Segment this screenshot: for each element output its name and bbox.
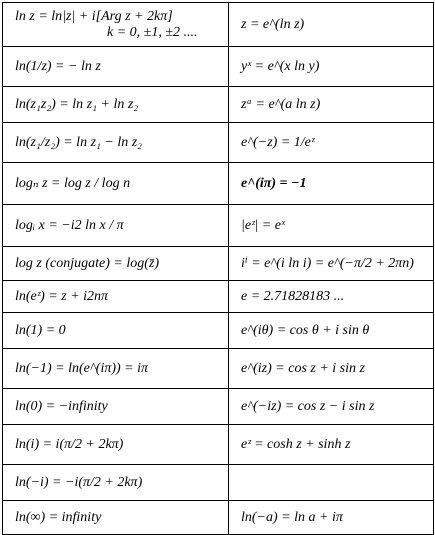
formula-cell-left: ln(1) = 0	[3, 313, 229, 349]
formula-cell-right: zᵃ = e^(a ln z)	[229, 87, 434, 123]
formula-cell-right	[229, 465, 434, 501]
table-row	[3, 123, 434, 163]
formula-text: ln z = ln|z| + i[Arg z + 2kπ]	[15, 8, 173, 24]
formula-cell-left: ln(−i) = −i(π/2 + 2kπ)	[3, 465, 229, 501]
formula-cell-right: |eᶻ| = eˣ	[229, 205, 434, 247]
table-row	[3, 465, 434, 501]
formula-cell-right: e = 2.71828183 ...	[229, 281, 434, 313]
table-row	[3, 163, 434, 205]
formula-cell-right: z = e^(ln z)	[229, 3, 434, 47]
formula-cell-left: ln(0) = −infinity	[3, 389, 229, 425]
formula-cell-left: ln(∞) = infinity	[3, 501, 229, 535]
formula-cell-right: eᶻ = cosh z + sinh z	[229, 425, 434, 465]
table-row	[3, 281, 434, 313]
table-row	[3, 389, 434, 425]
formula-cell-left: logᵢ x = −i2 ln x / π	[3, 205, 229, 247]
table-row	[3, 501, 434, 535]
table-row	[3, 247, 434, 281]
table-row	[3, 87, 434, 123]
table-row	[3, 47, 434, 87]
formula-text: k = 0, ±1, ±2 ....	[107, 24, 198, 40]
formula-cell-left	[3, 3, 229, 47]
table-row	[3, 349, 434, 389]
formula-cell-left: ln(i) = i(π/2 + 2kπ)	[3, 425, 229, 465]
formula-table	[2, 2, 434, 535]
formula-cell-right: yˣ = e^(x ln y)	[229, 47, 434, 87]
formula-cell-left: ln(1/z) = − ln z	[3, 47, 229, 87]
table-row	[3, 313, 434, 349]
formula-cell-left: ln(−1) = ln(e^(iπ)) = iπ	[3, 349, 229, 389]
formula-cell-left: ln(eᶻ) = z + i2nπ	[3, 281, 229, 313]
formula-cell-left: ln(z₁/z₂) = ln z₁ − ln z₂	[3, 123, 229, 163]
formula-cell-right: e^(iθ) = cos θ + i sin θ	[229, 313, 434, 349]
formula-cell-left: log z (conjugate) = log(z̄)	[3, 247, 229, 281]
table-row	[3, 205, 434, 247]
formula-cell-left: ln(z₁z₂) = ln z₁ + ln z₂	[3, 87, 229, 123]
formula-cell-right: e^(iz) = cos z + i sin z	[229, 349, 434, 389]
formula-cell-right: e^(−iz) = cos z − i sin z	[229, 389, 434, 425]
formula-cell-right: ln(−a) = ln a + iπ	[229, 501, 434, 535]
table-row	[3, 3, 434, 47]
table-row	[3, 425, 434, 465]
formula-cell-right: iⁱ = e^(i ln i) = e^(−π/2 + 2πn)	[229, 247, 434, 281]
formula-cell-left: logₙ z = log z / log n	[3, 163, 229, 205]
formula-cell-right: e^(−z) = 1/eᶻ	[229, 123, 434, 163]
formula-cell-right: e^(iπ) = −1	[229, 163, 434, 205]
